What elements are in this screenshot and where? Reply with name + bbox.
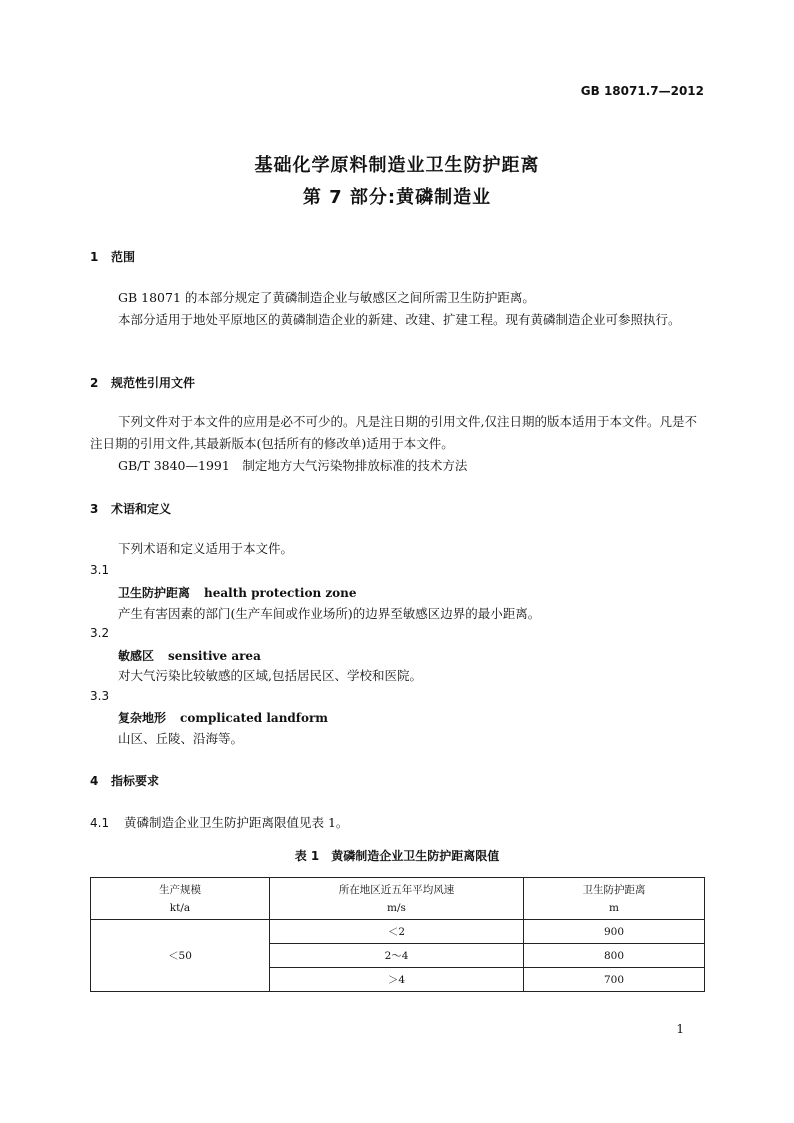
scale-cell: ＜50 xyxy=(91,920,270,992)
header-scale xyxy=(91,878,270,920)
section-2-body xyxy=(90,411,704,477)
header-label: 生产规模 xyxy=(159,883,201,896)
title-line-2: 第 7 部分:黄磷制造业 xyxy=(302,187,492,208)
section-number: 4 xyxy=(90,774,99,788)
section-title: 范围 xyxy=(111,250,136,264)
section-1-heading xyxy=(90,248,135,265)
wind-cell: ＞4 xyxy=(270,968,524,992)
header-unit: kt/a xyxy=(169,901,191,914)
section-3-heading xyxy=(90,500,171,517)
header-label: 卫生防护距离 xyxy=(582,883,646,896)
term-zh: 复杂地形 xyxy=(118,711,167,725)
term-en: complicated landform xyxy=(180,711,328,725)
subclause-number: 4.1 xyxy=(90,816,110,830)
term-heading xyxy=(118,647,261,664)
paragraph: 下列术语和定义适用于本文件。 xyxy=(118,541,294,556)
table-row xyxy=(91,920,705,944)
term-heading xyxy=(118,584,357,601)
section-title: 规范性引用文件 xyxy=(111,376,196,390)
distance-cell: 700 xyxy=(524,968,705,992)
header-wind xyxy=(270,878,524,920)
table-header-row xyxy=(91,878,705,920)
subclause-4-1 xyxy=(90,813,348,831)
distance-limit-table xyxy=(90,877,705,992)
term-definition: 对大气污染比较敏感的区域,包括居民区、学校和医院。 xyxy=(118,668,422,683)
term-definition: 产生有害因素的部门(生产车间或作业场所)的边界至敏感区边界的最小距离。 xyxy=(118,606,541,621)
table-caption: 表 1 黄磷制造企业卫生防护距离限值 xyxy=(294,849,500,863)
term-en: sensitive area xyxy=(168,649,261,663)
title-line-1: 基础化学原料制造业卫生防护距离 xyxy=(254,155,540,176)
header-label: 所在地区近五年平均风速 xyxy=(338,883,455,896)
page-number: 1 xyxy=(676,1022,684,1036)
header-unit: m xyxy=(609,901,619,914)
wind-cell: ＜2 xyxy=(270,920,524,944)
section-number: 1 xyxy=(90,250,99,264)
reference-item: GB/T 3840—1991 制定地方大气污染物排放标准的技术方法 xyxy=(118,458,468,473)
term-number: 3.1 xyxy=(90,563,110,577)
wind-cell: 2～4 xyxy=(270,944,524,968)
section-title: 指标要求 xyxy=(111,774,160,788)
distance-cell: 800 xyxy=(524,944,705,968)
paragraph: 下列文件对于本文件的应用是必不可少的。凡是注日期的引用文件,仅注日期的版本适用于本文件。凡是不注日期的引用文件,其最新版本(包括所有的修改单)适用于本文件。 xyxy=(90,414,697,451)
term-number: 3.3 xyxy=(90,689,110,703)
term-zh: 卫生防护距离 xyxy=(118,586,191,600)
header-distance xyxy=(524,878,705,920)
subclause-text: 黄磷制造企业卫生防护距离限值见表 1。 xyxy=(124,815,349,830)
section-2-heading xyxy=(90,374,195,391)
section-title: 术语和定义 xyxy=(111,502,172,516)
section-number: 2 xyxy=(90,376,99,390)
section-4-heading xyxy=(90,772,159,789)
paragraph: GB 18071 的本部分规定了黄磷制造企业与敏感区之间所需卫生防护距离。 xyxy=(118,290,535,305)
distance-cell: 900 xyxy=(524,920,705,944)
section-number: 3 xyxy=(90,502,99,516)
term-zh: 敏感区 xyxy=(118,649,155,663)
term-en: health protection zone xyxy=(204,586,357,600)
term-definition: 山区、丘陵、沿海等。 xyxy=(118,731,244,746)
section-1-body xyxy=(90,287,704,331)
paragraph: 本部分适用于地处平原地区的黄磷制造企业的新建、改建、扩建工程。现有黄磷制造企业可参照执行。 xyxy=(118,312,681,327)
section-3-intro xyxy=(90,538,704,560)
header-unit: m/s xyxy=(387,901,406,914)
term-heading xyxy=(118,709,328,726)
document-code: GB 18071.7—2012 xyxy=(580,84,704,98)
term-number: 3.2 xyxy=(90,626,110,640)
